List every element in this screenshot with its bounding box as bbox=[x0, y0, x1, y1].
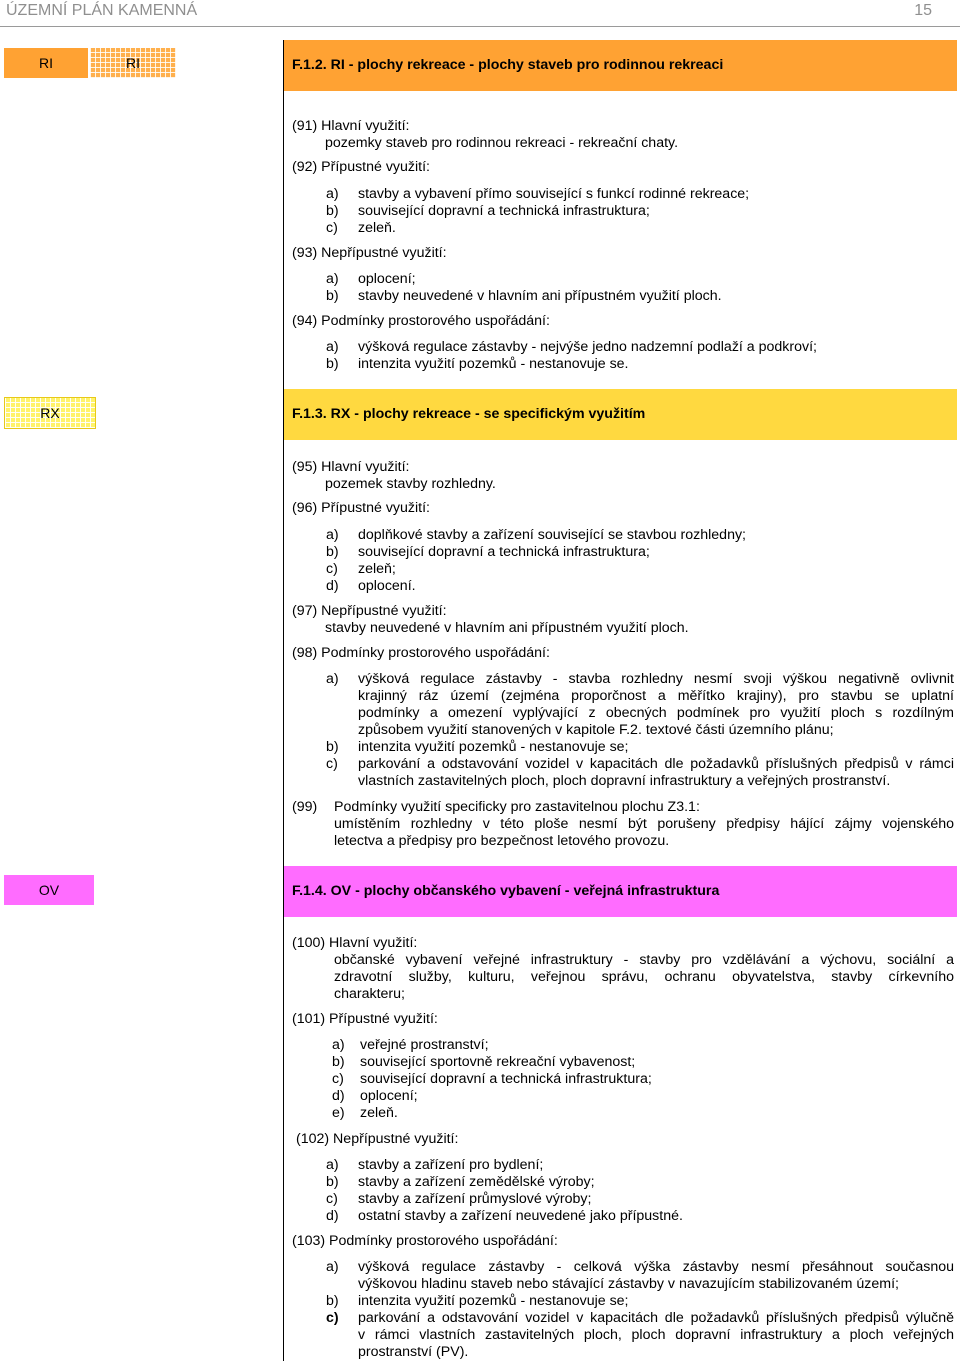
clause-94-title: (94) Podmínky prostorového uspořádání: bbox=[292, 313, 550, 329]
list-item: související dopravní a technická infrastruktura; bbox=[358, 203, 650, 219]
list-marker: a) bbox=[326, 527, 339, 543]
clause-100-line: občanské vybavení veřejné infrastruktury - stavby pro vzdělávání a výchovu, sociální a bbox=[334, 952, 954, 968]
list-item: stavby neuvedené v hlavním ani přípustném využití ploch. bbox=[358, 288, 722, 304]
clause-100-line: zdravotní služby, kulturu, veřejnou správu, ochranu obyvatelstva, stavby církevního bbox=[334, 969, 954, 985]
list-item-line: parkování a odstavování vozidel v kapacitách dle požadavků příslušných předpisů výlučně bbox=[358, 1310, 954, 1326]
clause-101-title: (101) Přípustné využití: bbox=[292, 1011, 438, 1027]
list-item-line: v rámci vlastních zastavitelných ploch, ploch dopravní infrastruktury a ploch veřejných bbox=[358, 1327, 954, 1343]
list-marker: c) bbox=[326, 1191, 338, 1207]
list-item-line: krajinný ráz území (zejména proporčnost a měřítko krajiny), pro stavbu se uplatní bbox=[358, 688, 954, 704]
list-marker: b) bbox=[332, 1054, 345, 1070]
list-item: zeleň. bbox=[360, 1105, 398, 1121]
list-marker: a) bbox=[326, 1259, 339, 1275]
tag-ri-hatched: RI bbox=[90, 48, 176, 78]
clause-97-text: stavby neuvedené v hlavním ani přípustném využití ploch. bbox=[325, 620, 689, 636]
list-marker: a) bbox=[326, 671, 339, 687]
list-item: stavby a vybavení přímo související s funkcí rodinné rekreace; bbox=[358, 186, 750, 202]
list-item: zeleň; bbox=[358, 561, 396, 577]
clause-103-title: (103) Podmínky prostorového uspořádání: bbox=[292, 1233, 558, 1249]
list-item-line: výšková regulace zástavby - celková výška zástavby nesmí přesáhnout současnou bbox=[358, 1259, 954, 1275]
clause-98-title: (98) Podmínky prostorového uspořádání: bbox=[292, 645, 550, 661]
list-item: stavby a zařízení zemědělské výroby; bbox=[358, 1174, 595, 1190]
clause-95-title: (95) Hlavní využití: bbox=[292, 459, 410, 475]
list-item: stavby a zařízení pro bydlení; bbox=[358, 1157, 544, 1173]
page-number: 15 bbox=[914, 2, 932, 19]
list-item: oplocení; bbox=[360, 1088, 418, 1104]
list-item-line: vlastních zastavitelných ploch, ploch dopravní infrastruktury a veřejných prostranství. bbox=[358, 773, 891, 789]
list-item-line: způsobem využití stanovených v kapitole F.2. textové části územního plánu; bbox=[358, 722, 834, 738]
list-item: související dopravní a technická infrastruktura; bbox=[360, 1071, 652, 1087]
list-marker: c) bbox=[326, 561, 338, 577]
list-item-line: parkování a odstavování vozidel v kapacitách dle požadavků příslušných předpisů v rámci bbox=[358, 756, 954, 772]
list-marker: b) bbox=[326, 356, 339, 372]
list-item: související dopravní a technická infrastruktura; bbox=[358, 544, 650, 560]
clause-100-title: (100) Hlavní využití: bbox=[292, 935, 418, 951]
list-marker: b) bbox=[326, 1293, 339, 1309]
clause-92-title: (92) Přípustné využití: bbox=[292, 159, 430, 175]
list-marker: a) bbox=[326, 339, 339, 355]
tag-ri: RI bbox=[4, 48, 88, 78]
list-item: výšková regulace zástavby - nejvýše jedno nadzemní podlaží a podkroví; bbox=[358, 339, 817, 355]
clause-91-text: pozemky staveb pro rodinnou rekreaci - rekreační chaty. bbox=[325, 135, 679, 151]
list-marker: a) bbox=[326, 271, 339, 287]
list-marker: a) bbox=[326, 1157, 339, 1173]
list-item-line: výšková regulace zástavby - stavba rozhledny nesmí svoji výškou negativně ovlivnit bbox=[358, 671, 954, 687]
list-marker: c) bbox=[326, 1310, 339, 1326]
list-item-line: podmínky a omezení vyplývající z obecných podmínek pro využití ploch s rozdílným bbox=[358, 705, 954, 721]
clause-95-text: pozemek stavby rozhledny. bbox=[325, 476, 496, 492]
list-item: intenzita využití pozemků - nestanovuje se. bbox=[358, 356, 629, 372]
clause-97-title: (97) Nepřípustné využití: bbox=[292, 603, 447, 619]
section-heading-rx: F.1.3. RX - plochy rekreace - se specifickým využitím bbox=[284, 389, 957, 440]
list-item: stavby a zařízení průmyslové výroby; bbox=[358, 1191, 592, 1207]
list-marker: b) bbox=[326, 1174, 339, 1190]
list-item: intenzita využití pozemků - nestanovuje se; bbox=[358, 1293, 629, 1309]
list-marker: c) bbox=[326, 220, 338, 236]
list-item: zeleň. bbox=[358, 220, 396, 236]
list-item-line: výškovou hladinu staveb nebo stávající zástavby v navazujícím stabilizovaném území; bbox=[358, 1276, 899, 1292]
tag-ov: OV bbox=[4, 875, 94, 905]
list-item: veřejné prostranství; bbox=[360, 1037, 489, 1053]
list-item: související sportovně rekreační vybavenost; bbox=[360, 1054, 636, 1070]
list-item-line: prostranství (PV). bbox=[358, 1344, 469, 1360]
clause-99-title: Podmínky využití specificky pro zastavitelnou plochu Z3.1: bbox=[334, 799, 700, 815]
section-heading-ov: F.1.4. OV - plochy občanského vybavení - veřejná infrastruktura bbox=[284, 866, 957, 917]
list-marker: d) bbox=[326, 1208, 339, 1224]
clause-100-line: charakteru; bbox=[334, 986, 405, 1002]
tag-rx: RX bbox=[4, 397, 96, 429]
section-heading-ri: F.1.2. RI - plochy rekreace - plochy staveb pro rodinnou rekreaci bbox=[284, 40, 957, 91]
clause-99-line: letectva a předpisy pro bezpečnost letového provozu. bbox=[334, 833, 670, 849]
clause-99-line: umístěním rozhledny v této ploše nesmí být porušeny předpisy hájící zájmy vojenského bbox=[334, 816, 954, 832]
list-item: intenzita využití pozemků - nestanovuje se; bbox=[358, 739, 629, 755]
clause-99-number: (99) bbox=[292, 799, 318, 815]
header-divider bbox=[0, 26, 960, 27]
list-marker: b) bbox=[326, 203, 339, 219]
list-marker: c) bbox=[326, 756, 338, 772]
list-marker: b) bbox=[326, 288, 339, 304]
list-item: doplňkové stavby a zařízení související se stavbou rozhledny; bbox=[358, 527, 747, 543]
list-marker: a) bbox=[326, 186, 339, 202]
list-marker: a) bbox=[332, 1037, 345, 1053]
list-marker: d) bbox=[326, 578, 339, 594]
list-marker: e) bbox=[332, 1105, 345, 1121]
list-item: oplocení; bbox=[358, 271, 416, 287]
clause-91-title: (91) Hlavní využití: bbox=[292, 118, 410, 134]
list-marker: d) bbox=[332, 1088, 345, 1104]
list-item: ostatní stavby a zařízení neuvedené jako přípustné. bbox=[358, 1208, 683, 1224]
document-title: ÚZEMNÍ PLÁN KAMENNÁ bbox=[6, 2, 198, 19]
clause-93-title: (93) Nepřípustné využití: bbox=[292, 245, 447, 261]
list-item: oplocení. bbox=[358, 578, 416, 594]
list-marker: b) bbox=[326, 739, 339, 755]
list-marker: c) bbox=[332, 1071, 344, 1087]
column-divider bbox=[283, 40, 284, 1361]
list-marker: b) bbox=[326, 544, 339, 560]
clause-96-title: (96) Přípustné využití: bbox=[292, 500, 430, 516]
clause-102-title: (102) Nepřípustné využití: bbox=[296, 1131, 459, 1147]
